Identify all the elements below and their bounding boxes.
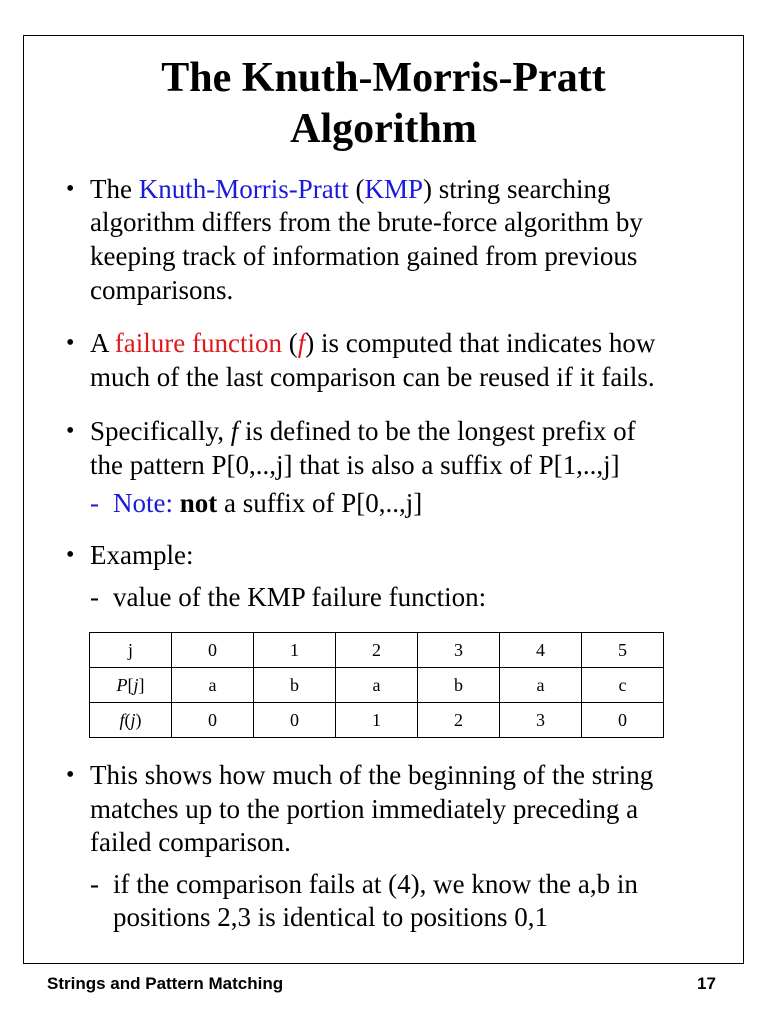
bullet-3-line-1 (90, 413, 636, 449)
failure-function-table (89, 632, 664, 738)
table-cell: 2 (418, 703, 500, 738)
slide-title (24, 53, 743, 155)
table-cell: 3 (418, 633, 500, 668)
table-cell: 0 (582, 703, 664, 738)
label-bracket-close: ] (138, 674, 145, 695)
table-cell: 3 (500, 703, 582, 738)
table-cell: 1 (336, 703, 418, 738)
row-label-p (90, 668, 172, 703)
note-label: Note: (113, 488, 173, 518)
note-bold-not: not (179, 488, 218, 518)
table-cell: 0 (172, 703, 254, 738)
text-lead: Specifically, (90, 416, 231, 446)
note-rest: a suffix of P[0,..,j] (217, 488, 423, 518)
label-bracket-open: [ (127, 674, 134, 695)
text-rest: is defined to be the longest prefix of (238, 416, 636, 446)
bullet-1-line-3: keeping track of information gained from previous (90, 241, 638, 271)
text-paren-open: ( (281, 328, 298, 358)
table-cell: 0 (254, 703, 336, 738)
table-row-j (90, 633, 664, 668)
label-paren-close: ) (135, 709, 142, 730)
f-symbol: f (297, 328, 306, 358)
bullet-1-line-4: comparisons. (90, 275, 234, 305)
bullet-2-line-2: much of the last comparison can be reused if it fails. (90, 362, 655, 392)
bullet-1-line-1 (90, 171, 610, 207)
failure-function-term: failure function (114, 328, 282, 358)
footer-title: Strings and Pattern Matching (47, 974, 284, 993)
note-dash: - (90, 488, 99, 518)
table-cell: 5 (582, 633, 664, 668)
kmp-name-link: Knuth-Morris-Pratt (138, 174, 349, 204)
page-number: 17 (697, 974, 716, 993)
row-label-j: j (90, 633, 172, 668)
bullet-5-line-1: This shows how much of the beginning of the string (90, 760, 654, 790)
bullet-5-line-2: matches up to the portion immediately preceding a (90, 794, 639, 824)
title-line-2: Algorithm (290, 106, 477, 152)
bullet-3-line-2: the pattern P[0,..,j] that is also a suffix of P[1,..,j] (90, 450, 620, 480)
bullet-5-line-3: failed comparison. (90, 827, 291, 857)
example-dash: - (90, 582, 99, 612)
sub-dash: - (90, 869, 99, 899)
label-f: f (119, 709, 125, 730)
bullet-2-line-1 (90, 325, 655, 361)
sub-line-1: if the comparison fails at (4), we know the a,b in (113, 869, 638, 899)
example-label: Example: (90, 540, 194, 570)
text-paren-open: ( (348, 174, 365, 204)
f-symbol: f (230, 416, 239, 446)
bullet-1-line-2: algorithm differs from the brute-force algorithm by (90, 207, 643, 237)
table-cell: b (254, 668, 336, 703)
table-cell: a (500, 668, 582, 703)
title-line-1: The Knuth-Morris-Pratt (161, 55, 606, 101)
table-cell: 2 (336, 633, 418, 668)
text-a: A (90, 328, 115, 358)
table-cell: a (336, 668, 418, 703)
table-cell: a (172, 668, 254, 703)
row-label-f (90, 703, 172, 738)
label-paren-open: ( (124, 709, 131, 730)
table-cell: c (582, 668, 664, 703)
table-cell: 1 (254, 633, 336, 668)
kmp-abbr-link: KMP (364, 174, 423, 204)
text-the: The (90, 174, 139, 204)
label-j: j (130, 709, 136, 730)
label-j: j (133, 674, 139, 695)
label-p: P (116, 674, 128, 695)
text-rest: ) string searching (423, 174, 611, 204)
sub-line-2: positions 2,3 is identical to positions 0,1 (113, 902, 549, 932)
text-rest: ) is computed that indicates how (305, 328, 656, 358)
table-cell: 4 (500, 633, 582, 668)
bullet-2-marker: • (66, 330, 75, 356)
table-row-f (90, 703, 664, 738)
bullet-5-marker: • (66, 762, 75, 788)
table-cell: 0 (172, 633, 254, 668)
bullet-4-marker: • (66, 542, 75, 568)
example-sub: value of the KMP failure function: (113, 582, 487, 612)
bullet-1-marker: • (66, 176, 75, 202)
note-line (113, 485, 422, 521)
table-row-p (90, 668, 664, 703)
bullet-3-marker: • (66, 418, 75, 444)
table-cell: b (418, 668, 500, 703)
